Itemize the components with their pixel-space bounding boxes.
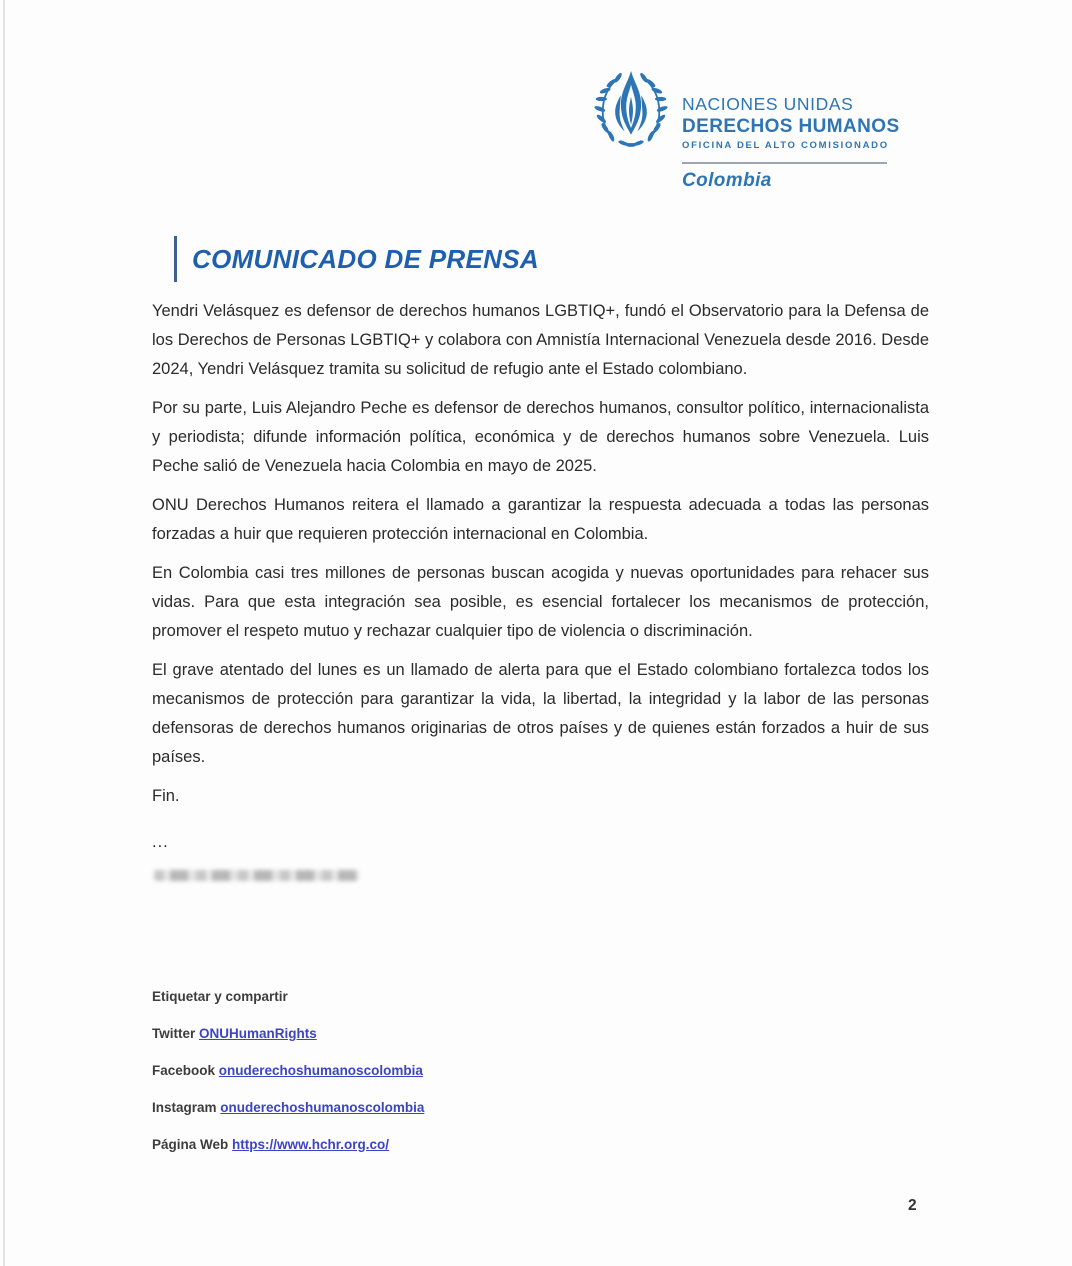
facebook-link[interactable]: onuderechoshumanoscolombia [218,1063,423,1078]
fin-marker: Fin. [152,787,180,805]
redacted-signature-line [154,870,359,881]
logo-wordmark [682,68,900,192]
ellipsis-marker: ... [152,833,169,851]
share-links-section [152,989,424,1174]
logo [593,68,900,192]
facebook-row [152,1063,424,1079]
facebook-label: Facebook [152,1063,216,1078]
logo-divider [682,162,887,164]
instagram-row [152,1100,424,1116]
body-paragraph-2: Por su parte, Luis Alejandro Peche es defensor de derechos humanos, consultor político, internacionalista y periodista; difunde información política, económica y de derechos humanos sobre Venezuela. Luis Peche salió de Venezuela hacia Colombia en mayo de 2025. [152,399,929,475]
instagram-label: Instagram [152,1100,217,1115]
page-title: COMUNICADO DE PRENSA [192,243,539,274]
body-paragraph-4: En Colombia casi tres millones de personas buscan acogida y nuevas oportunidades para rehacer sus vidas. Para que esta integración sea posible, es esencial fortalecer los mecanismos de protección, promover el respeto mutuo y rechazar cualquier tipo de violencia o discriminación. [152,564,929,640]
logo-line-derechos-humanos: DERECHOS HUMANOS [682,116,900,137]
twitter-label: Twitter [152,1026,196,1041]
instagram-link[interactable]: onuderechoshumanoscolombia [220,1100,425,1115]
twitter-link[interactable]: ONUHumanRights [199,1026,317,1041]
scan-edge-artifact [3,0,5,1266]
website-link[interactable]: https://www.hchr.org.co/ [232,1137,390,1152]
twitter-row [152,1026,424,1042]
body-paragraph-5: El grave atentado del lunes es un llamado de alerta para que el Estado colombiano fortalezca todos los mecanismos de protección para garantizar la vida, la libertad, la integridad y la labor de las personas defensoras de derechos humanos originarias de otros países y de quienes están forzados a huir de sus países. [152,661,929,766]
website-label: Página Web [152,1137,229,1152]
body-paragraph-1: Yendri Velásquez es defensor de derechos humanos LGBTIQ+, fundó el Observatorio para la Defensa de los Derechos de Personas LGBTIQ+ y colabora con Amnistía Internacional Venezuela desde 2016. Desde 2024, Yendri Velásquez tramita su solicitud de refugio ante el Estado colombiano. [152,302,929,378]
share-label: Etiquetar y compartir [152,989,288,1004]
logo-country: Colombia [682,170,772,191]
body-paragraph-3: ONU Derechos Humanos reitera el llamado a garantizar la respuesta adecuada a todas las personas forzadas a huir que requieren protección internacional en Colombia. [152,496,929,543]
page-number: 2 [908,1197,917,1214]
press-release-body [152,297,929,881]
document-title-row [174,236,539,282]
un-laurel-flame-icon [593,68,669,162]
website-row [152,1137,424,1153]
logo-line-naciones-unidas: NACIONES UNIDAS [682,94,854,114]
logo-line-oficina: OFICINA DEL ALTO COMISIONADO [682,140,889,151]
title-accent-bar [174,236,177,282]
